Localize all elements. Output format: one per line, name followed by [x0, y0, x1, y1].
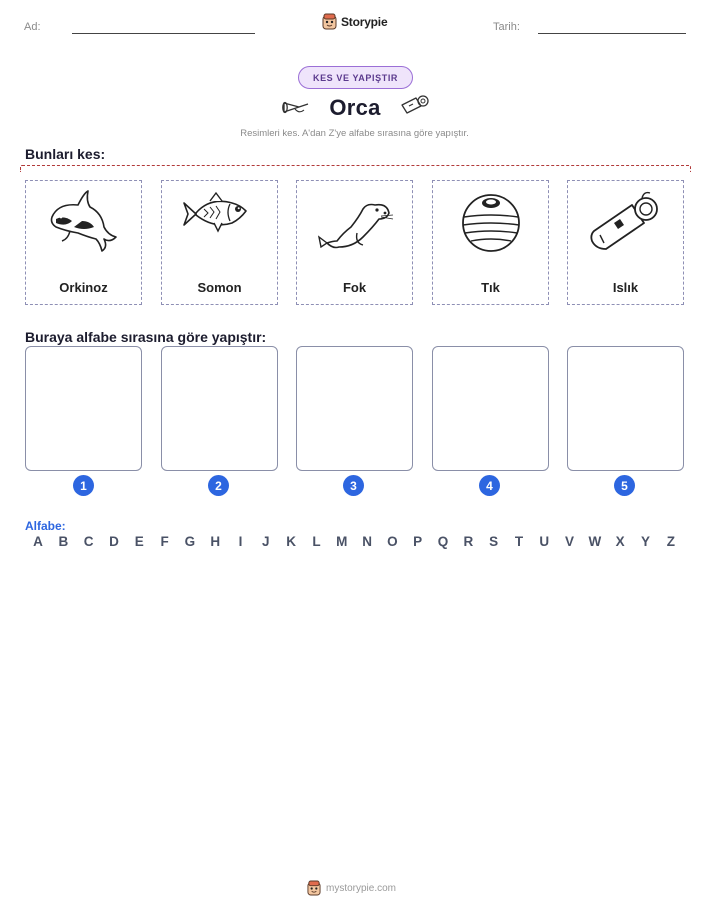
alphabet-letter: L — [312, 534, 321, 549]
card-label: Somon — [197, 280, 242, 295]
footer-url: mystorypie.com — [326, 882, 397, 894]
paste-number: 4 — [479, 475, 500, 496]
alphabet-letter: V — [565, 534, 575, 549]
alphabet-letter: P — [413, 534, 423, 549]
alphabet-letter: A — [33, 534, 43, 549]
paste-box-1[interactable] — [25, 346, 142, 471]
card-label: Fok — [342, 280, 367, 295]
date-line — [538, 33, 686, 34]
alphabet-letter: D — [109, 534, 119, 549]
alphabet-letter: Z — [666, 534, 675, 549]
paste-number: 2 — [208, 475, 229, 496]
paste-box-5[interactable] — [567, 346, 684, 471]
alphabet-letter: K — [286, 534, 296, 549]
whistle-icon — [586, 187, 666, 255]
paste-number: 1 — [73, 475, 94, 496]
footer — [307, 880, 396, 896]
brand-name: Storypie — [341, 14, 388, 29]
alphabet-letter: C — [83, 534, 94, 549]
storypie-mascot-icon — [307, 880, 321, 896]
cut-heading: Bunları kes: — [25, 146, 106, 162]
cut-card-somon — [161, 180, 278, 305]
alphabet-letter: R — [463, 534, 474, 549]
alphabet-letter: U — [539, 534, 550, 549]
page-title: Orca — [329, 95, 381, 120]
date-label: Tarih: — [493, 21, 520, 33]
cut-line — [20, 165, 691, 172]
seal-icon — [315, 187, 395, 255]
alphabet-letter: S — [489, 534, 499, 549]
whistle-small-icon — [399, 92, 431, 118]
alphabet-letter: G — [184, 534, 196, 549]
alphabet-letter: O — [387, 534, 398, 549]
activity-badge: KES VE YAPIŞTIR — [298, 66, 413, 89]
orca-icon — [44, 187, 124, 255]
cut-card-tik — [432, 180, 549, 305]
brand-logo — [322, 13, 387, 30]
alphabet-letter: B — [58, 534, 69, 549]
card-label: Islık — [612, 280, 639, 295]
cut-card-islik — [567, 180, 684, 305]
cut-card-fok — [296, 180, 413, 305]
paste-heading: Buraya alfabe sırasına göre yapıştır: — [25, 329, 267, 345]
alphabet-letter: Y — [640, 534, 650, 549]
alphabet-letter: J — [262, 534, 270, 549]
cut-card-orkinoz — [25, 180, 142, 305]
alphabet-letter: I — [238, 534, 243, 549]
name-label: Ad: — [24, 21, 41, 33]
ball-icon — [451, 187, 531, 255]
alphabet-letter: H — [210, 534, 221, 549]
alphabet-letter: W — [588, 534, 602, 549]
alphabet-letter: T — [514, 534, 524, 549]
alphabet-letter: Q — [437, 534, 449, 549]
alphabet-letter: E — [134, 534, 144, 549]
card-label: Orkinoz — [59, 280, 108, 295]
alphabet-letter: M — [336, 534, 348, 549]
alphabet-label: Alfabe: — [25, 519, 66, 533]
paste-box-4[interactable] — [432, 346, 549, 471]
paste-number: 5 — [614, 475, 635, 496]
fish-icon — [180, 187, 260, 241]
paste-number: 3 — [343, 475, 364, 496]
horn-icon — [281, 95, 311, 119]
alphabet-letter: F — [160, 534, 169, 549]
alphabet-letter: X — [615, 534, 625, 549]
card-label: Tık — [481, 280, 500, 295]
paste-box-2[interactable] — [161, 346, 278, 471]
paste-box-3[interactable] — [296, 346, 413, 471]
alphabet-letter: N — [362, 534, 372, 549]
alphabet-row — [31, 534, 678, 549]
name-line — [72, 33, 255, 34]
instruction-text: Resimleri kes. A'dan Z'ye alfabe sırasına göre yapıştır. — [240, 128, 469, 139]
storypie-mascot-icon — [322, 13, 337, 30]
